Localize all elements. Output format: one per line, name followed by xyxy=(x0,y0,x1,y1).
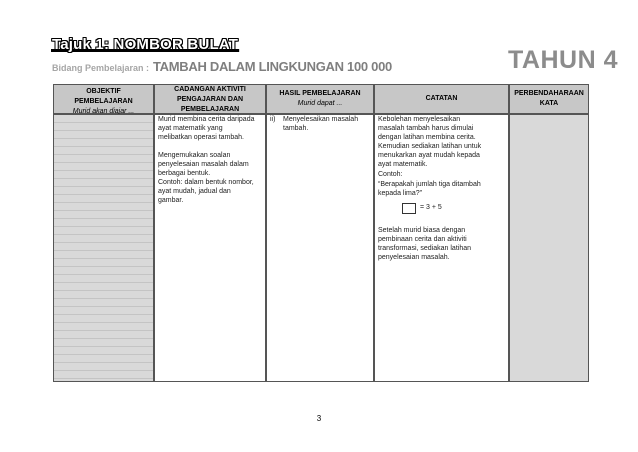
spacer xyxy=(158,142,264,151)
cadangan-line: gambar. xyxy=(158,197,184,204)
header-cadangan-line1: CADANGAN AKTIVITI xyxy=(174,86,246,93)
cadangan-line: berbagai bentuk. xyxy=(158,170,211,177)
header-perbendaharaan-line1: PERBENDAHARAAN xyxy=(514,90,584,97)
hasil-item-number: ii) xyxy=(270,116,276,123)
contoh-quote-line: “Berapakah jumlah tiga ditambah xyxy=(378,181,481,188)
catatan-line: transformasi, sediakan latihan xyxy=(378,245,471,252)
cadangan-line: ayat matematik yang xyxy=(158,125,223,132)
header-cadangan-line3: PEMBELAJARAN xyxy=(180,106,240,113)
header-cadangan-line2: PENGAJARAN DAN xyxy=(176,96,244,103)
header-hasil xyxy=(266,84,374,114)
catatan-text xyxy=(378,115,508,198)
cadangan-line: ayat mudah, jadual dan xyxy=(158,188,231,195)
header-catatan xyxy=(374,84,509,114)
catatan-line: Setelah murid biasa dengan xyxy=(378,227,466,234)
cadangan-line: Contoh: dalam bentuk nombor, xyxy=(158,179,254,186)
header-cadangan xyxy=(154,84,266,114)
header-hasil-sub: Murid dapat ... xyxy=(297,100,343,107)
cadangan-text xyxy=(158,115,264,205)
cadangan-line: melibatkan operasi tambah. xyxy=(158,134,244,141)
hasil-text xyxy=(283,115,371,133)
hasil-line: Menyelesaikan masalah xyxy=(283,116,359,123)
bidang-label: Bidang Pembelajaran : xyxy=(52,63,150,73)
header-objektif xyxy=(53,84,154,114)
objektif-column xyxy=(53,114,154,382)
cadangan-line: penyelesaian masalah dalam xyxy=(158,161,249,168)
catatan-line: menukarkan ayat mudah kepada xyxy=(378,152,480,159)
header-hasil-title: HASIL PEMBELAJARAN xyxy=(279,90,361,97)
catatan-line: Kemudian sediakan latihan untuk xyxy=(378,143,482,150)
hasil-column xyxy=(266,114,374,382)
catatan-line: pembinaan cerita dan aktiviti xyxy=(378,236,467,243)
header-catatan-title: CATATAN xyxy=(425,95,458,102)
catatan-line: masalah tambah harus dimulai xyxy=(378,125,474,132)
equation: = 3 + 5 xyxy=(420,204,442,211)
bidang-value: TAMBAH DALAM LINGKUNGAN 100 000 xyxy=(153,59,392,74)
header-perbendaharaan-line2: KATA xyxy=(539,100,559,107)
page-number: 3 xyxy=(316,414,322,423)
ruled-lines xyxy=(54,115,153,381)
tahun-heading: TAHUN 4 xyxy=(508,46,618,74)
catatan-line: dengan latihan membina cerita. xyxy=(378,134,476,141)
header-objektif-line2: PEMBELAJARAN xyxy=(74,98,133,105)
contoh-label: Contoh: xyxy=(378,171,403,178)
hasil-line: tambah. xyxy=(283,125,309,132)
catatan-text-2 xyxy=(378,226,508,262)
header-objektif-sub: Murid akan diajar ... xyxy=(72,108,135,115)
catatan-line: ayat matematik. xyxy=(378,161,428,168)
perbendaharaan-column xyxy=(509,114,589,382)
contoh-quote-line: kepada lima?” xyxy=(378,190,422,197)
cadangan-line: Mengemukakan soalan xyxy=(158,152,231,159)
cadangan-line: Murid membina cerita daripada xyxy=(158,116,255,123)
catatan-line: penyelesaian masalah. xyxy=(378,254,450,261)
answer-box xyxy=(402,203,416,214)
header-objektif-line1: OBJEKTIF xyxy=(86,88,121,95)
catatan-line: Kebolehan menyelesaikan xyxy=(378,116,461,123)
header-perbendaharaan xyxy=(509,84,589,114)
page-title: Tajuk 1: NOMBOR BULAT xyxy=(52,36,239,53)
